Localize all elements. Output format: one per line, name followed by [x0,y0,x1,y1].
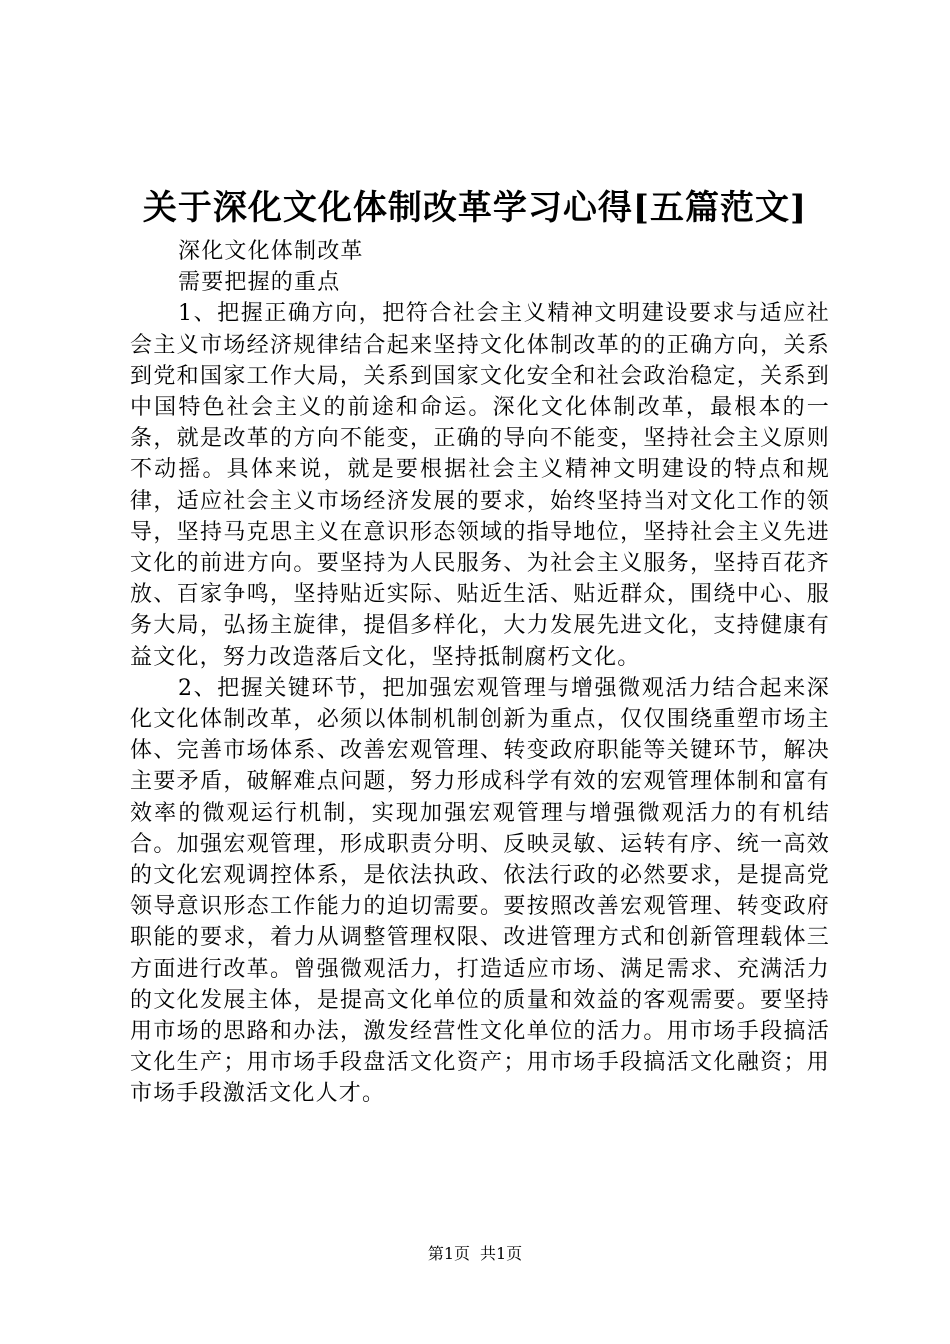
paragraph-2: 2、把握关键环节，把加强宏观管理与增强微观活力结合起来深化文化体制改革，必须以体制机制创新为重点，仅仅围绕重塑市场主体、完善市场体系、改善宏观管理、转变政府职能等关键环节，解决主要矛盾，破解难点问题，努力形成科学有效的宏观管理体制和富有效率的微观运行机制，实现加强宏观管理与增强微观活力的有机结合。加强宏观管理，形成职责分明、反映灵敏、运转有序、统一高效的文化宏观调控体系，是依法执政、依法行政的必然要求，是提高党领导意识形态工作能力的迫切需要。要按照改善宏观管理、转变政府职能的要求，着力从调整管理权限、改进管理方式和创新管理载体三方面进行改革。曾强微观活力，打造适应市场、满足需求、充满活力的文化发展主体，是提高文化单位的质量和效益的客观需要。要坚持用市场的思路和办法，激发经营性文化单位的活力。用市场手段搞活文化生产；用市场手段盘活文化资产；用市场手段搞活文化融资；用市场手段激活文化人才。 [130,675,830,1107]
page-number: 第1页 [427,1244,470,1263]
page-total: 共1页 [480,1244,523,1263]
subheading-1: 深化文化体制改革 [178,239,364,264]
subheading-2: 需要把握的重点 [178,270,341,296]
document-title: 关于深化文化体制改革学习心得[五篇范文] [142,188,808,228]
document-body [130,236,830,1110]
paragraph-1: 1、把握正确方向，把符合社会主义精神文明建设要求与适应社会主义市场经济规律结合起来坚持文化体制改革的的正确方向，关系到党和国家工作大局，关系到国家文化安全和社会政治稳定，关系到中国特色社会主义的前途和命运。深化文化体制改革，最根本的一条，就是改革的方向不能变，正确的导向不能变，坚持社会主义原则不动摇。具体来说，就是要根据社会主义精神文明建设的特点和规律，适应社会主义市场经济发展的要求，始终坚持当对文化工作的领导，坚持马克思主义在意识形态领域的指导地位，坚持社会主义先进文化的前进方向。要坚持为人民服务、为社会主义服务，坚持百花齐放、百家争鸣，坚持贴近实际、贴近生活、贴近群众，围绕中心、服务大局，弘扬主旋律，提倡多样化，大力发展先进文化，支持健康有益文化，努力改造落后文化，坚持抵制腐朽文化。 [130,301,830,670]
page-footer [0,1244,950,1264]
